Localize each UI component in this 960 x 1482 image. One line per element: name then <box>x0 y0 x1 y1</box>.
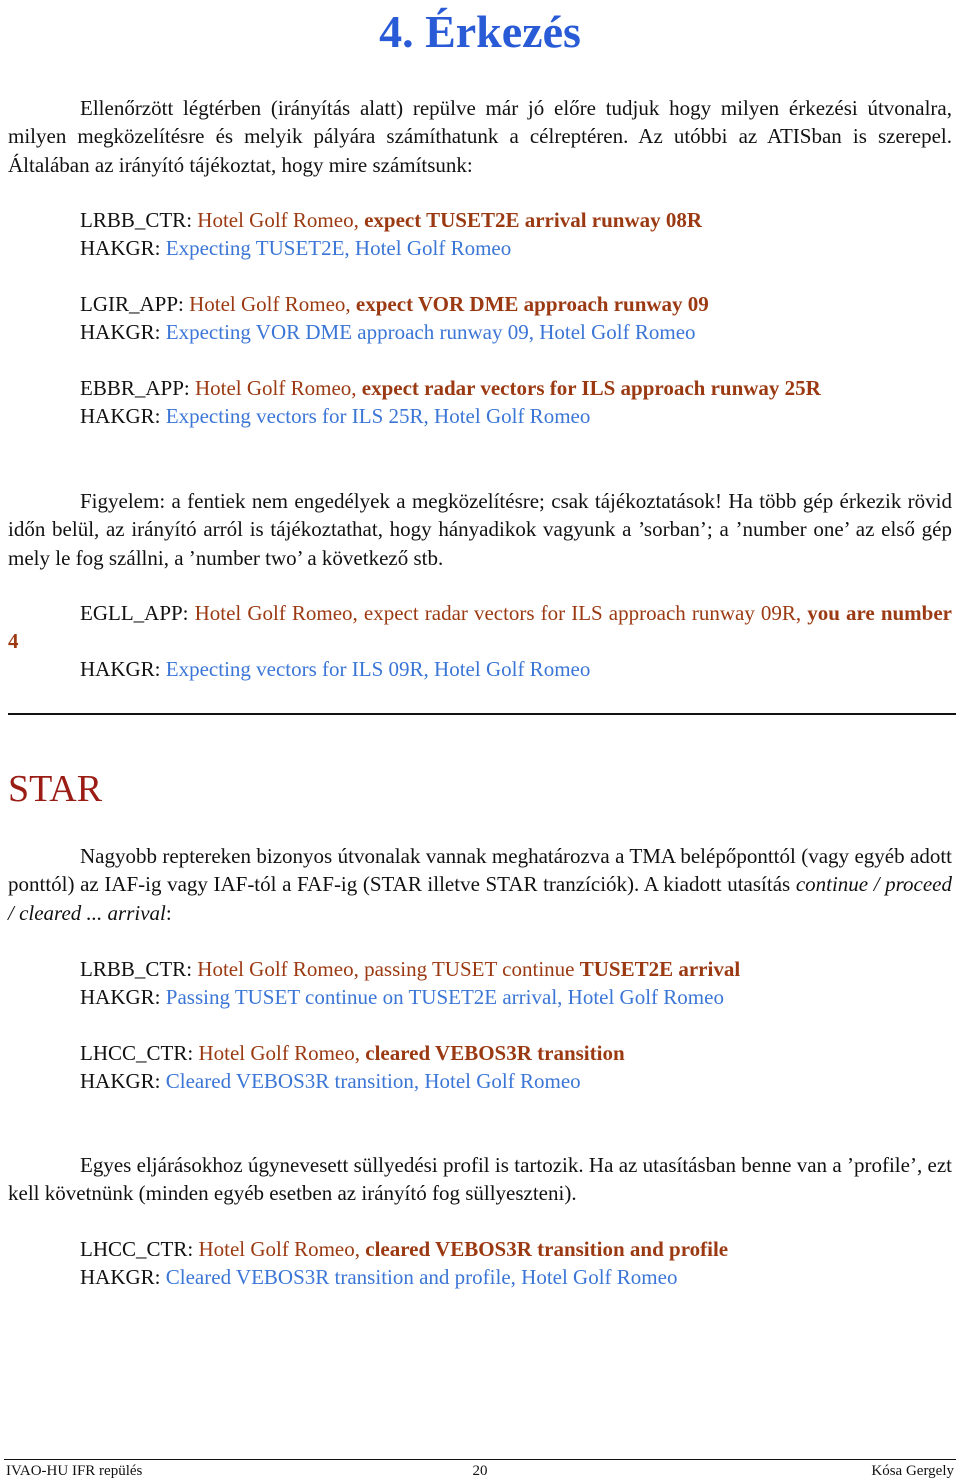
pilot-readback: Expecting VOR DME approach runway 09, Hotel Golf Romeo <box>165 320 696 344</box>
callsign: LRBB_CTR: <box>80 957 198 981</box>
page-number: 20 <box>472 1463 488 1479</box>
controller-line-1 <box>80 206 702 234</box>
pilot-line-2 <box>80 318 696 346</box>
section-divider <box>8 713 956 715</box>
profile-paragraph: Egyes eljárásokhoz úgynevesett süllyedési profil is tartozik. Ha az utasításban benne van a ’profile’, ezt kell követnünk (minden egyéb esetben az irányító fog süllyeszteni). <box>8 1153 952 1206</box>
callsign: HAKGR: <box>80 236 166 260</box>
star-intro-emphasis: continue / proceed / cleared ... arrival <box>8 872 952 925</box>
footer-author: Kósa Gergely <box>871 1463 954 1479</box>
star-intro-paragraph <box>8 842 952 927</box>
pilot-line-5 <box>80 983 724 1011</box>
controller-line-2 <box>80 290 709 318</box>
callsign: EGLL_APP: <box>80 601 195 625</box>
controller-line-7 <box>80 1235 728 1263</box>
callsign: EBBR_APP: <box>80 376 195 400</box>
callsign: HAKGR: <box>80 320 166 344</box>
star-intro-text: Nagyobb reptereken bizonyos útvonalak vannak meghatározva a TMA belépőponttól (vagy egyéb adott ponttól) az IAF-ig vagy IAF-tól a FAF-ig (STAR illetve STAR tranzíciók). A kiadott utasítás <box>8 844 952 897</box>
controller-instruction: TUSET2E arrival <box>579 957 741 981</box>
section-heading-star: STAR <box>8 768 103 810</box>
controller-line-6 <box>80 1039 625 1067</box>
controller-text: Hotel Golf Romeo, passing TUSET continue <box>197 957 580 981</box>
controller-text: Hotel Golf Romeo, expect radar vectors for ILS approach runway 09R, <box>194 601 808 625</box>
callsign: LHCC_CTR: <box>80 1041 199 1065</box>
controller-instruction: expect radar vectors for ILS approach runway 25R <box>361 376 821 400</box>
pilot-line-1 <box>80 234 511 262</box>
intro-paragraph: Ellenőrzött légtérben (irányítás alatt) repülve már jó előre tudjuk hogy milyen érkezési útvonalra, milyen megközelítésre és melyik pályára számíthatunk a célreptéren. Az utóbbi az ATISban is szerepel. Általában az irányító tájékoztat, hogy mire számítsunk: <box>8 96 952 177</box>
controller-text: Hotel Golf Romeo, <box>197 208 365 232</box>
callsign: LRBB_CTR: <box>80 208 198 232</box>
pilot-line-7 <box>80 1263 677 1291</box>
pilot-readback: Expecting vectors for ILS 09R, Hotel Golf Romeo <box>165 657 591 681</box>
callsign: HAKGR: <box>80 1265 166 1289</box>
controller-instruction: cleared VEBOS3R transition and profile <box>365 1237 729 1261</box>
page-title: 4. Érkezés <box>379 6 581 57</box>
controller-instruction: you are number 4 <box>8 601 952 654</box>
controller-text: Hotel Golf Romeo, <box>194 376 362 400</box>
pilot-readback: Expecting vectors for ILS 25R, Hotel Golf Romeo <box>165 404 591 428</box>
callsign: HAKGR: <box>80 404 166 428</box>
controller-line-5 <box>80 955 740 983</box>
callsign: LHCC_CTR: <box>80 1237 199 1261</box>
pilot-line-6 <box>80 1067 581 1095</box>
controller-text: Hotel Golf Romeo, <box>198 1237 366 1261</box>
pilot-line-4 <box>80 655 590 683</box>
controller-text: Hotel Golf Romeo, <box>198 1041 366 1065</box>
pilot-readback: Passing TUSET continue on TUSET2E arrival, Hotel Golf Romeo <box>165 985 724 1009</box>
controller-instruction: expect TUSET2E arrival runway 08R <box>364 208 703 232</box>
pilot-line-3 <box>80 402 590 430</box>
footer-divider <box>4 1459 956 1460</box>
controller-line-4 <box>8 599 952 656</box>
footer-left: IVAO-HU IFR repülés <box>6 1463 143 1479</box>
callsign: HAKGR: <box>80 985 166 1009</box>
controller-instruction: expect VOR DME approach runway 09 <box>355 292 709 316</box>
callsign: HAKGR: <box>80 1069 166 1093</box>
pilot-readback: Cleared VEBOS3R transition and profile, Hotel Golf Romeo <box>165 1265 678 1289</box>
callsign: LGIR_APP: <box>80 292 190 316</box>
callsign: HAKGR: <box>80 657 166 681</box>
controller-line-3 <box>80 374 821 402</box>
pilot-readback: Expecting TUSET2E, Hotel Golf Romeo <box>165 236 512 260</box>
controller-text: Hotel Golf Romeo, <box>189 292 356 316</box>
star-intro-colon: : <box>165 900 172 925</box>
controller-instruction: cleared VEBOS3R transition <box>365 1041 625 1065</box>
note-paragraph: Figyelem: a fentiek nem engedélyek a megközelítésre; csak tájékoztatások! Ha több gép érkezik rövid időn belül, az irányító arról is tájékoztathat, hogy hányadikok vagyunk a ’sorban’; a ’number one’ az első gép mely le fog szállni, a ’number two’ a következő stb. <box>8 489 952 570</box>
pilot-readback: Cleared VEBOS3R transition, Hotel Golf Romeo <box>165 1069 581 1093</box>
